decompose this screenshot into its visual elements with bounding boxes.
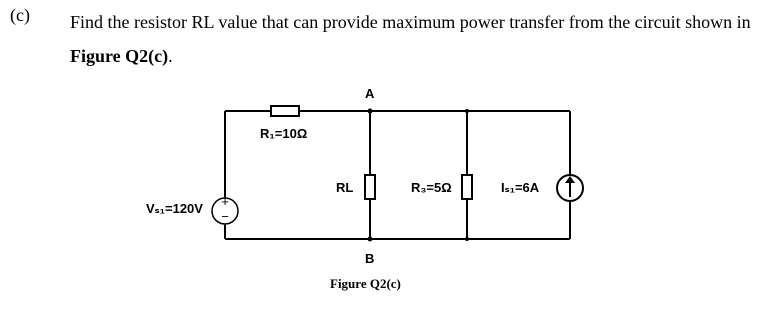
r1-label: R₁=10Ω — [260, 126, 308, 141]
node-a-dot — [368, 109, 373, 114]
r3-resistor — [462, 175, 472, 199]
vs-label: Vₛ₁=120V — [146, 201, 203, 216]
r1-resistor — [271, 106, 299, 116]
is-label: Iₛ₁=6A — [501, 180, 540, 195]
junction-bottom-dot — [465, 237, 469, 241]
rl-resistor — [365, 175, 375, 199]
current-source-icon — [557, 175, 583, 201]
question-label: (c) — [10, 5, 30, 25]
voltage-source-minus: − — [221, 209, 229, 224]
question-text-end: . — [168, 46, 173, 66]
voltage-source-plus: + — [221, 194, 229, 209]
node-b-label: B — [365, 251, 375, 266]
rl-label: RL — [336, 180, 354, 195]
junction-top-dot — [465, 109, 469, 113]
r3-label: R₃=5Ω — [411, 180, 452, 195]
figure-caption: Figure Q2(c) — [330, 276, 401, 291]
node-b-dot — [368, 237, 373, 242]
node-a-label: A — [365, 86, 375, 101]
question-text-body: Find the resistor RL value that can provide maximum power transfer from the circuit shown in — [70, 12, 751, 32]
voltage-source-icon — [212, 194, 238, 224]
figure-reference: Figure Q2(c) — [70, 46, 169, 66]
